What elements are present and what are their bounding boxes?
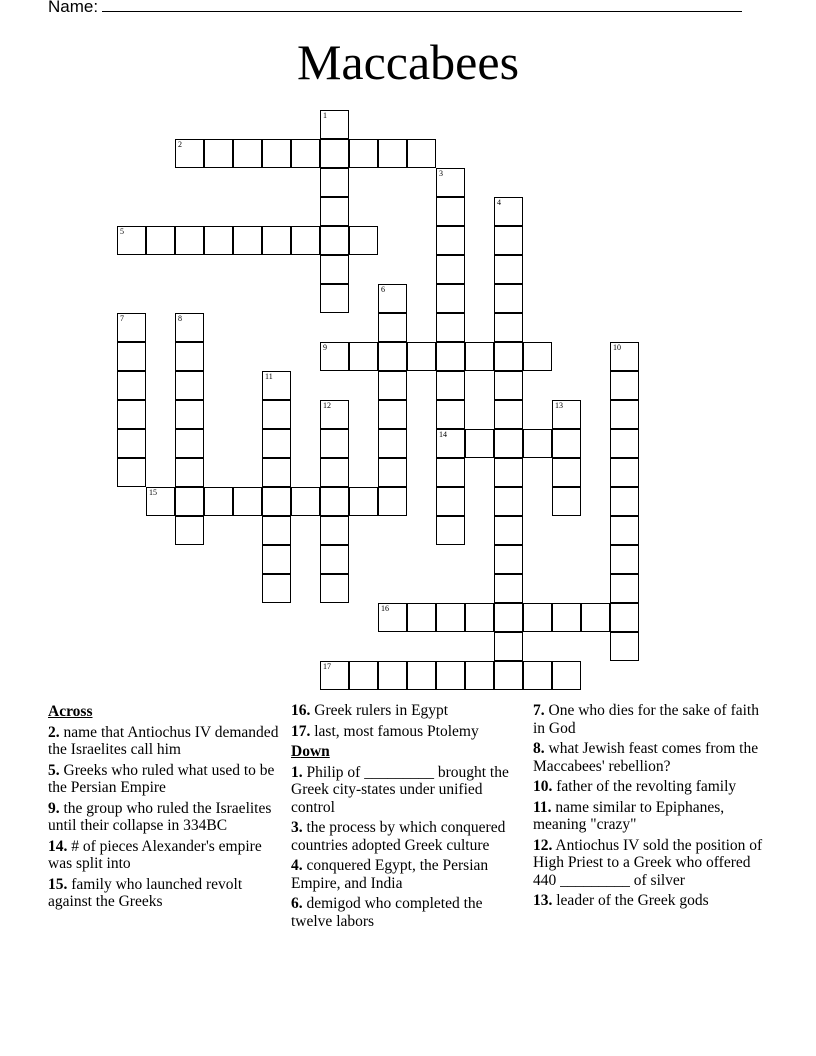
grid-cell[interactable]	[117, 400, 146, 429]
grid-cell[interactable]	[175, 139, 204, 168]
grid-cell[interactable]	[465, 661, 494, 690]
grid-cell[interactable]	[320, 574, 349, 603]
grid-cell[interactable]	[436, 603, 465, 632]
grid-cell[interactable]	[378, 313, 407, 342]
clue-item-number: 1.	[291, 763, 303, 781]
grid-cell[interactable]	[407, 661, 436, 690]
grid-cell[interactable]	[378, 458, 407, 487]
grid-cell[interactable]	[436, 371, 465, 400]
grid-cell[interactable]	[610, 487, 639, 516]
grid-cell[interactable]	[262, 400, 291, 429]
clue-item-text: leader of the Greek gods	[552, 892, 709, 909]
clue-item-text: # of pieces Alexander's empire was split into	[48, 837, 262, 872]
clue-item-number: 12.	[533, 836, 553, 854]
clue-number: 5	[120, 227, 124, 236]
grid-cell[interactable]	[320, 342, 349, 371]
grid-cell[interactable]	[204, 487, 233, 516]
clue-item-number: 3.	[291, 819, 303, 836]
grid-cell[interactable]	[320, 197, 349, 226]
clue-item-text: Greeks who ruled what used to be the Persian Empire	[48, 761, 275, 796]
grid-cell[interactable]	[262, 226, 291, 255]
clue-item	[533, 837, 773, 890]
grid-cell[interactable]	[349, 226, 378, 255]
grid-cell[interactable]	[320, 400, 349, 429]
grid-cell[interactable]	[610, 371, 639, 400]
grid-cell[interactable]	[610, 342, 639, 371]
clue-item	[533, 702, 773, 737]
clue-number: 1	[323, 111, 327, 120]
grid-cell[interactable]	[320, 661, 349, 690]
clue-number: 8	[178, 314, 182, 323]
down-heading: Down	[291, 743, 330, 760]
grid-cell[interactable]	[320, 429, 349, 458]
grid-cell[interactable]	[175, 313, 204, 342]
clue-item	[533, 892, 773, 910]
clue-item-number: 6.	[291, 895, 303, 912]
grid-cell[interactable]	[494, 632, 523, 661]
grid-cell[interactable]	[552, 429, 581, 458]
puzzle-title: Maccabees	[296, 34, 520, 90]
clue-number: 9	[323, 343, 327, 352]
grid-cell[interactable]	[610, 516, 639, 545]
clue-item	[291, 723, 527, 741]
grid-cell[interactable]	[436, 429, 465, 458]
clue-number: 10	[613, 343, 621, 352]
grid-cell[interactable]	[175, 429, 204, 458]
clue-item-number: 15.	[48, 875, 68, 893]
clue-item-text: the process by which conquered countries adopted Greek culture	[291, 819, 506, 854]
grid-cell[interactable]	[204, 139, 233, 168]
clue-number: 6	[381, 285, 385, 294]
grid-cell[interactable]	[436, 284, 465, 313]
grid-cell[interactable]	[552, 661, 581, 690]
clue-item	[291, 857, 527, 892]
grid-cell[interactable]	[378, 284, 407, 313]
grid-cell[interactable]	[291, 139, 320, 168]
clue-item-text: name that Antiochus IV demanded the Israelites call him	[48, 723, 279, 758]
grid-cell[interactable]	[378, 487, 407, 516]
grid-cell[interactable]	[465, 603, 494, 632]
clue-number: 2	[178, 140, 182, 149]
grid-cell[interactable]	[233, 487, 262, 516]
grid-cell[interactable]	[436, 226, 465, 255]
grid-cell[interactable]	[523, 342, 552, 371]
grid-cell[interactable]	[552, 603, 581, 632]
grid-cell[interactable]	[117, 458, 146, 487]
clue-item	[291, 702, 527, 720]
grid-cell[interactable]	[320, 110, 349, 139]
clue-item-text: One who dies for the sake of faith in God	[533, 702, 759, 737]
grid-cell[interactable]	[175, 342, 204, 371]
grid-cell[interactable]	[320, 545, 349, 574]
clue-item-text: Philip of _________ brought the Greek city-states under unified control	[291, 763, 509, 816]
grid-cell[interactable]	[262, 139, 291, 168]
grid-cell[interactable]	[175, 516, 204, 545]
grid-cell[interactable]	[175, 458, 204, 487]
grid-cell[interactable]	[349, 342, 378, 371]
grid-cell[interactable]	[117, 313, 146, 342]
across-heading: Across	[48, 703, 93, 720]
clue-item	[291, 895, 527, 930]
grid-cell[interactable]	[378, 429, 407, 458]
grid-cell[interactable]	[146, 487, 175, 516]
grid-cell[interactable]	[233, 226, 262, 255]
grid-cell[interactable]	[436, 313, 465, 342]
grid-cell[interactable]	[494, 574, 523, 603]
grid-cell[interactable]	[436, 342, 465, 371]
clue-item	[291, 764, 527, 817]
grid-cell[interactable]	[175, 487, 204, 516]
grid-cell[interactable]	[378, 371, 407, 400]
grid-cell[interactable]	[320, 139, 349, 168]
grid-cell[interactable]	[407, 342, 436, 371]
grid-cell[interactable]	[465, 429, 494, 458]
clue-item-number: 14.	[48, 837, 68, 855]
clue-item-text: father of the revolting family	[552, 778, 737, 795]
clue-item-number: 10.	[533, 778, 553, 795]
grid-cell[interactable]	[175, 400, 204, 429]
clue-item	[291, 819, 527, 854]
grid-cell[interactable]	[320, 284, 349, 313]
grid-cell[interactable]	[610, 603, 639, 632]
grid-cell[interactable]	[320, 516, 349, 545]
clue-item-number: 9.	[48, 799, 60, 817]
grid-cell[interactable]	[175, 226, 204, 255]
clue-column-2	[291, 702, 527, 933]
grid-cell[interactable]	[320, 458, 349, 487]
grid-cell[interactable]	[610, 429, 639, 458]
grid-cell[interactable]	[146, 226, 175, 255]
grid-cell[interactable]	[349, 139, 378, 168]
grid-cell[interactable]	[349, 487, 378, 516]
clue-item	[48, 838, 284, 873]
grid-cell[interactable]	[262, 516, 291, 545]
grid-cell[interactable]	[436, 487, 465, 516]
grid-cell[interactable]	[523, 429, 552, 458]
grid-cell[interactable]	[436, 197, 465, 226]
grid-cell[interactable]	[262, 429, 291, 458]
grid-cell[interactable]	[523, 603, 552, 632]
clue-item	[48, 800, 284, 835]
grid-cell[interactable]	[320, 226, 349, 255]
grid-cell[interactable]	[552, 487, 581, 516]
clue-item-number: 11.	[533, 798, 552, 816]
clue-number: 12	[323, 401, 331, 410]
grid-cell[interactable]	[262, 574, 291, 603]
clue-column-1	[48, 702, 284, 914]
grid-cell[interactable]	[494, 603, 523, 632]
grid-cell[interactable]	[581, 603, 610, 632]
clue-item	[48, 724, 284, 759]
clue-item	[48, 876, 284, 911]
grid-cell[interactable]	[610, 400, 639, 429]
grid-cell[interactable]	[378, 400, 407, 429]
grid-cell[interactable]	[523, 661, 552, 690]
clue-number: 3	[439, 169, 443, 178]
clue-item-text: name similar to Epiphanes, meaning "crazy"	[533, 798, 725, 833]
clue-item-number: 16.	[291, 702, 311, 719]
grid-cell[interactable]	[378, 661, 407, 690]
grid-cell[interactable]	[407, 603, 436, 632]
clue-item-number: 17.	[291, 722, 311, 740]
clue-number: 16	[381, 604, 389, 613]
clue-item-text: Antiochus IV sold the position of High Priest to a Greek who offered 440 _________ of silver	[533, 836, 763, 889]
grid-cell[interactable]	[117, 226, 146, 255]
grid-cell[interactable]	[494, 342, 523, 371]
grid-cell[interactable]	[610, 574, 639, 603]
clue-number: 7	[120, 314, 124, 323]
clue-number: 13	[555, 401, 563, 410]
grid-cell[interactable]	[494, 545, 523, 574]
clue-number: 17	[323, 662, 331, 671]
grid-cell[interactable]	[494, 516, 523, 545]
grid-cell[interactable]	[378, 603, 407, 632]
grid-cell[interactable]	[117, 371, 146, 400]
grid-cell[interactable]	[436, 661, 465, 690]
grid-cell[interactable]	[291, 487, 320, 516]
clue-number: 11	[265, 372, 273, 381]
grid-cell[interactable]	[610, 632, 639, 661]
clue-item-number: 5.	[48, 761, 60, 779]
grid-cell[interactable]	[233, 139, 262, 168]
grid-cell[interactable]	[494, 429, 523, 458]
grid-cell[interactable]	[494, 255, 523, 284]
grid-cell[interactable]	[320, 487, 349, 516]
clue-item-number: 13.	[533, 892, 553, 909]
grid-cell[interactable]	[436, 516, 465, 545]
clue-item-number: 8.	[533, 740, 545, 757]
grid-cell[interactable]	[494, 371, 523, 400]
grid-cell[interactable]	[378, 342, 407, 371]
grid-cell[interactable]	[436, 400, 465, 429]
grid-cell[interactable]	[262, 545, 291, 574]
clue-item-text: the group who ruled the Israelites until their collapse in 334BC	[48, 799, 272, 834]
clue-item-text: Greek rulers in Egypt	[310, 702, 449, 719]
clue-item-text: last, most famous Ptolemy	[310, 722, 479, 740]
clue-number: 4	[497, 198, 501, 207]
clue-column-3	[533, 702, 773, 913]
clue-item	[533, 799, 773, 834]
clue-item	[533, 778, 773, 796]
grid-cell[interactable]	[610, 545, 639, 574]
clue-item-number: 7.	[533, 702, 545, 719]
grid-cell[interactable]	[494, 226, 523, 255]
clue-item-number: 4.	[291, 857, 303, 874]
grid-cell[interactable]	[262, 371, 291, 400]
grid-cell[interactable]	[349, 661, 378, 690]
grid-cell[interactable]	[465, 342, 494, 371]
clue-item-text: demigod who completed the twelve labors	[291, 895, 483, 930]
grid-cell[interactable]	[494, 458, 523, 487]
grid-cell[interactable]	[494, 197, 523, 226]
clue-item-text: conquered Egypt, the Persian Empire, and India	[291, 857, 489, 892]
grid-cell[interactable]	[175, 371, 204, 400]
grid-cell[interactable]	[436, 168, 465, 197]
grid-cell[interactable]	[117, 342, 146, 371]
grid-cell[interactable]	[378, 139, 407, 168]
grid-cell[interactable]	[407, 139, 436, 168]
clue-number: 15	[149, 488, 157, 497]
clue-item	[48, 762, 284, 797]
grid-cell[interactable]	[494, 284, 523, 313]
grid-cell[interactable]	[262, 458, 291, 487]
grid-cell[interactable]	[610, 458, 639, 487]
grid-cell[interactable]	[204, 226, 233, 255]
grid-cell[interactable]	[436, 255, 465, 284]
grid-cell[interactable]	[436, 458, 465, 487]
grid-cell[interactable]	[494, 313, 523, 342]
clue-item-number: 2.	[48, 723, 60, 741]
name-label: Name:	[48, 0, 99, 16]
clue-item-text: family who launched revolt against the Greeks	[48, 875, 243, 910]
grid-cell[interactable]	[291, 226, 320, 255]
grid-cell[interactable]	[494, 487, 523, 516]
clue-number: 14	[439, 430, 447, 439]
clue-item	[533, 740, 773, 775]
grid-cell[interactable]	[262, 487, 291, 516]
grid-cell[interactable]	[320, 255, 349, 284]
clue-item-text: what Jewish feast comes from the Maccabees' rebellion?	[533, 740, 759, 775]
grid-cell[interactable]	[320, 168, 349, 197]
grid-cell[interactable]	[552, 400, 581, 429]
grid-cell[interactable]	[552, 458, 581, 487]
grid-cell[interactable]	[494, 400, 523, 429]
grid-cell[interactable]	[117, 429, 146, 458]
grid-cell[interactable]	[494, 661, 523, 690]
